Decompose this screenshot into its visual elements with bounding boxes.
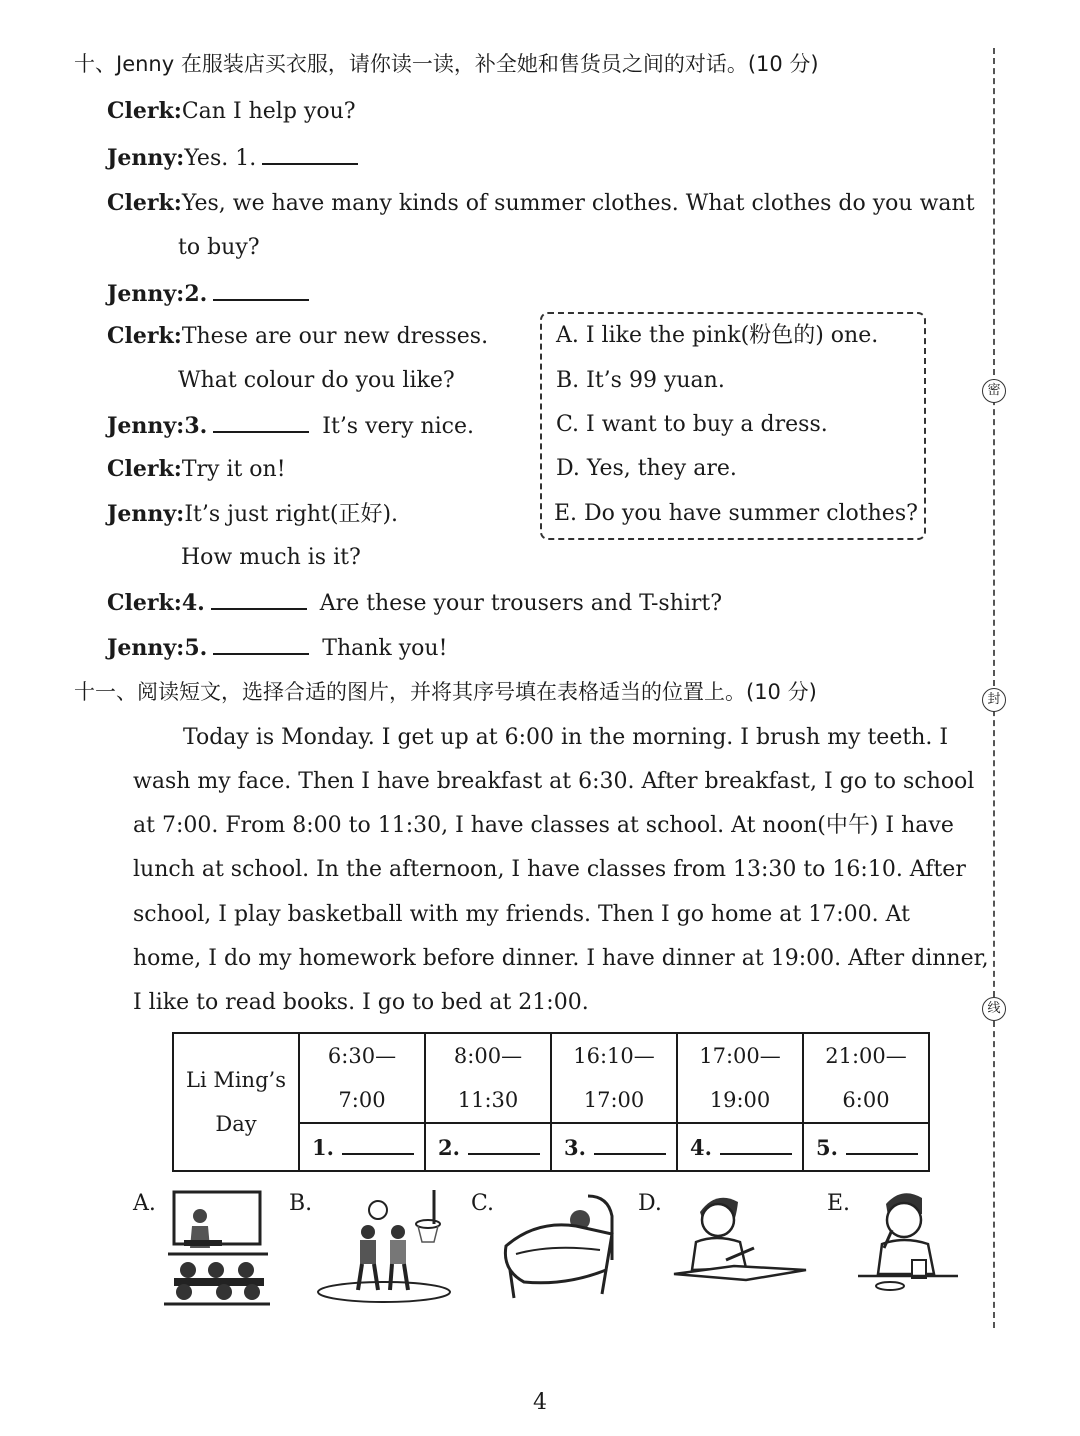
page-number: 4 xyxy=(533,1390,547,1415)
dialogue-line-4: Jenny:2. xyxy=(107,279,315,309)
eating-icon xyxy=(856,1186,960,1302)
dialogue-line-2: Jenny:Yes. 1. xyxy=(107,143,364,173)
time-cell-3: 16:10— 17:00 xyxy=(551,1033,677,1123)
dialogue-line-8-cont: How much is it? xyxy=(181,545,361,570)
picture-label-e: E. xyxy=(827,1191,851,1216)
answer-cell-5[interactable]: 5. xyxy=(803,1123,929,1171)
answer-cell-3[interactable]: 3. xyxy=(551,1123,677,1171)
passage-line-6: home, I do my homework before dinner. I have dinner at 19:00. After dinner, xyxy=(133,946,989,971)
option-c: C. I want to buy a dress. xyxy=(556,412,828,437)
section-11-header: 十一、阅读短文，选择合适的图片，并将其序号填在表格适当的位置上。(10 分) xyxy=(74,680,817,704)
picture-label-d: D. xyxy=(638,1191,662,1216)
dialogue-line-7: Clerk:Try it on! xyxy=(107,456,286,482)
picture-label-b: B. xyxy=(289,1191,313,1216)
dialogue-line-10: Jenny:5. Thank you! xyxy=(107,635,448,661)
answer-cell-1[interactable]: 1. xyxy=(299,1123,425,1171)
dialogue-line-3: Clerk:Yes, we have many kinds of summer clothes. What clothes do you want xyxy=(107,190,975,216)
picture-label-c: C. xyxy=(471,1191,495,1216)
dialogue-line-3-cont: to buy? xyxy=(178,235,260,260)
time-cell-5: 21:00— 6:00 xyxy=(803,1033,929,1123)
option-d: D. Yes, they are. xyxy=(556,456,737,481)
seal-xian: 线 xyxy=(982,997,1006,1021)
sleeping-in-bed-icon xyxy=(496,1190,624,1302)
picture-label-a: A. xyxy=(133,1191,156,1216)
time-cell-4: 17:00— 19:00 xyxy=(677,1033,803,1123)
dialogue-line-5: Clerk:These are our new dresses. xyxy=(107,323,489,349)
seal-feng: 封 xyxy=(982,688,1006,712)
passage-line-2: wash my face. Then I have breakfast at 6:30. After breakfast, I go to school xyxy=(133,769,975,794)
passage-line-1: Today is Monday. I get up at 6:00 in the morning. I brush my teeth. I xyxy=(183,725,949,750)
section-10-header: 十、Jenny 在服装店买衣服，请你读一读，补全她和售货员之间的对话。(10 分) xyxy=(74,52,819,76)
passage-line-5: school, I play basketball with my friends. Then I go home at 17:00. At xyxy=(133,902,910,927)
answer-blank-4[interactable] xyxy=(211,588,307,610)
answer-cell-2[interactable]: 2. xyxy=(425,1123,551,1171)
option-e: E. Do you have summer clothes? xyxy=(554,501,918,526)
dialogue-line-5-cont: What colour do you like? xyxy=(178,368,455,393)
passage-line-4: lunch at school. In the afternoon, I have classes from 13:30 to 16:10. After xyxy=(133,857,966,882)
time-cell-1: 6:30— 7:00 xyxy=(299,1033,425,1123)
answer-blank-3[interactable] xyxy=(213,411,309,433)
answer-blank-1[interactable] xyxy=(262,143,358,165)
dialogue-line-1: Clerk:Can I help you? xyxy=(107,98,356,124)
classroom-icon xyxy=(164,1190,272,1308)
option-b: B. It’s 99 yuan. xyxy=(556,368,725,393)
dialogue-line-6: Jenny:3. It’s very nice. xyxy=(107,413,475,439)
options-box xyxy=(540,312,926,540)
answer-blank-2[interactable] xyxy=(213,279,309,301)
basketball-icon xyxy=(316,1188,452,1304)
dialogue-line-8: Jenny:It’s just right(正好). xyxy=(107,501,399,527)
passage-line-3: at 7:00. From 8:00 to 11:30, I have classes at school. At noon(中午) I have xyxy=(133,813,954,838)
answer-cell-4[interactable]: 4. xyxy=(677,1123,803,1171)
schedule-table xyxy=(172,1032,930,1172)
dialogue-line-9: Clerk:4. Are these your trousers and T-shirt? xyxy=(107,590,723,616)
seal-mi: 密 xyxy=(982,379,1006,403)
answer-blank-5[interactable] xyxy=(213,633,309,655)
time-cell-2: 8:00— 11:30 xyxy=(425,1033,551,1123)
doing-homework-icon xyxy=(666,1190,810,1286)
option-a: A. I like the pink(粉色的) one. xyxy=(556,323,879,348)
table-row-header: Li Ming’s Day xyxy=(173,1033,299,1171)
passage-line-7: I like to read books. I go to bed at 21:00. xyxy=(133,990,589,1015)
